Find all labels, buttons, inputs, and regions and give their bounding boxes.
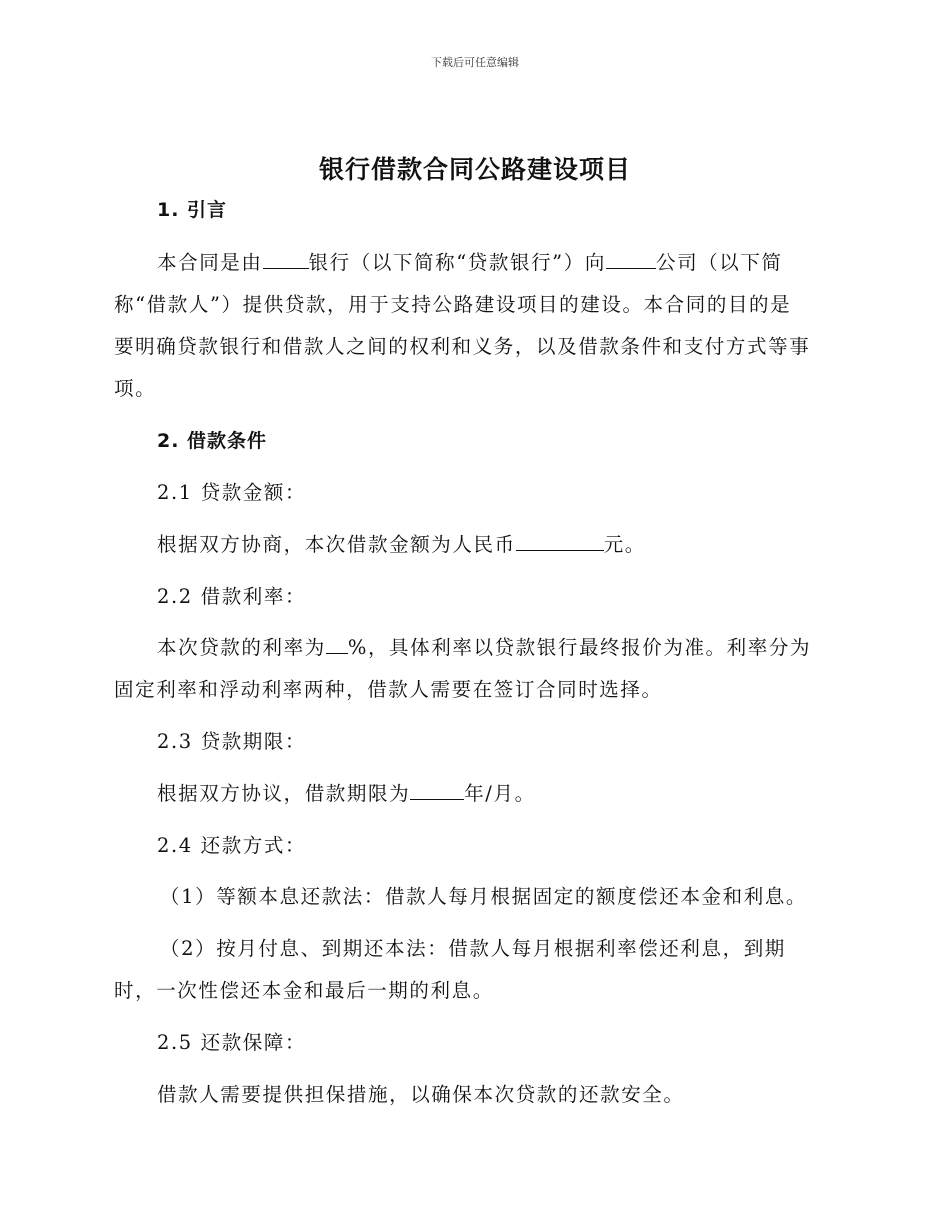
intro-paragraph-line-3: 要明确贷款银行和借款人之间的权利和义务，以及借款条件和支付方式等事 [114,335,811,358]
intro-text-b: 银行（以下简称“贷款银行”）向 [308,251,606,274]
repayment-method-2-line-2: 时，一次性偿还本金和最后一期的利息。 [114,979,494,1002]
interest-rate-blank [326,635,348,654]
header-note: 下载后可任意编辑 [431,56,519,69]
section-2-4-label: 2.4 还款方式： [157,834,307,857]
document-title: 银行借款合同公路建设项目 [318,155,631,184]
loan-amount-unit: 元。 [603,533,646,556]
bank-name-blank [263,250,309,269]
loan-term-blank [410,781,464,800]
section-2-3-label: 2.3 贷款期限： [157,730,307,753]
intro-paragraph-line-1 [157,249,877,277]
intro-paragraph-line-4: 项。 [114,377,157,400]
intro-paragraph-line-2: 称“借款人”）提供贷款，用于支持公路建设项目的建设。本合同的目的是 [114,293,792,316]
intro-text-c: 公司（以下简 [655,251,783,274]
company-name-blank [606,250,656,269]
loan-term-text: 根据双方协议，借款期限为 [157,782,411,805]
interest-rate-text-a: 本次贷款的利率为 [157,636,326,659]
intro-text-a: 本合同是由 [157,251,263,274]
section-1-heading: 1. 引言 [157,199,228,221]
section-2-5-label: 2.5 还款保障： [157,1031,307,1054]
section-2-heading: 2. 借款条件 [157,430,268,452]
loan-term-line [157,780,877,808]
repayment-method-1: （1）等额本息还款法：借款人每月根据固定的额度偿还本金和利息。 [160,885,808,908]
loan-amount-text: 根据双方协商，本次借款金额为人民币 [157,533,516,556]
loan-amount-blank [516,532,604,551]
section-2-1-label: 2.1 贷款金额： [157,481,307,504]
interest-rate-text-b: %，具体利率以贷款银行最终报价为准。利率分为 [347,636,812,659]
interest-rate-line-1 [157,634,877,662]
repayment-method-2-line-1: （2）按月付息、到期还本法：借款人每月根据利率偿还利息，到期 [160,937,786,960]
section-2-2-label: 2.2 借款利率： [157,585,307,608]
interest-rate-line-2: 固定利率和浮动利率两种，借款人需要在签订合同时选择。 [114,678,663,701]
loan-term-unit: 年/月。 [464,782,536,805]
repayment-guarantee-text: 借款人需要提供担保措施，以确保本次贷款的还款安全。 [157,1083,685,1106]
loan-amount-line [157,531,877,559]
